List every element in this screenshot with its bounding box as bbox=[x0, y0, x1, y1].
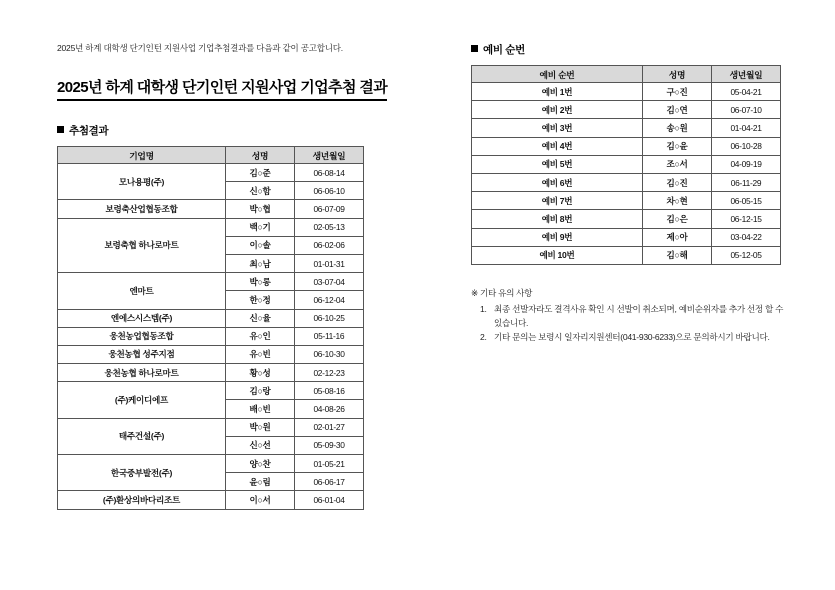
birthdate-cell: 03-07-04 bbox=[295, 273, 364, 291]
birthdate-cell: 04-08-26 bbox=[295, 400, 364, 418]
notes-section bbox=[471, 287, 791, 344]
birthdate-cell: 01-04-21 bbox=[712, 119, 781, 137]
birthdate-cell: 06-02-06 bbox=[295, 236, 364, 254]
table-row bbox=[472, 101, 781, 119]
person-name-cell: 박○롱 bbox=[226, 273, 295, 291]
birthdate-cell: 05-11-16 bbox=[295, 327, 364, 345]
table-row bbox=[58, 164, 364, 182]
results-table-body bbox=[58, 164, 364, 510]
birthdate-cell: 06-07-09 bbox=[295, 200, 364, 218]
birthdate-cell: 01-05-21 bbox=[295, 455, 364, 473]
reserve-order-cell: 예비 10번 bbox=[472, 246, 643, 264]
birthdate-cell: 04-09-19 bbox=[712, 155, 781, 173]
reserve-order-cell: 예비 3번 bbox=[472, 119, 643, 137]
person-name-cell: 김○해 bbox=[643, 246, 712, 264]
person-name-cell: 이○서 bbox=[226, 491, 295, 509]
table-row bbox=[472, 210, 781, 228]
column-header-company: 기업명 bbox=[58, 147, 226, 164]
person-name-cell: 한○정 bbox=[226, 291, 295, 309]
note-item bbox=[480, 303, 791, 330]
birthdate-cell: 02-05-13 bbox=[295, 218, 364, 236]
reserve-section-heading-label: 예비 순번 bbox=[483, 44, 525, 56]
table-header-row bbox=[472, 66, 781, 83]
person-name-cell: 구○진 bbox=[643, 83, 712, 101]
person-name-cell: 차○현 bbox=[643, 192, 712, 210]
left-column bbox=[57, 42, 388, 510]
notes-title: ※ 기타 유의 사항 bbox=[471, 287, 533, 298]
square-bullet-icon bbox=[57, 126, 64, 133]
reserve-order-cell: 예비 7번 bbox=[472, 192, 643, 210]
column-header-name: 성명 bbox=[643, 66, 712, 83]
birthdate-cell: 06-12-04 bbox=[295, 291, 364, 309]
birthdate-cell: 06-10-25 bbox=[295, 309, 364, 327]
person-name-cell: 김○연 bbox=[643, 101, 712, 119]
person-name-cell: 김○은 bbox=[643, 210, 712, 228]
reserve-table-body bbox=[472, 83, 781, 265]
company-name-cell: (주)케이디에프 bbox=[58, 382, 226, 418]
reserve-order-cell: 예비 5번 bbox=[472, 155, 643, 173]
table-row bbox=[58, 200, 364, 218]
birthdate-cell: 06-05-15 bbox=[712, 192, 781, 210]
birthdate-cell: 05-04-21 bbox=[712, 83, 781, 101]
table-row bbox=[58, 273, 364, 291]
birthdate-cell: 02-12-23 bbox=[295, 364, 364, 382]
company-name-cell: 보령축산업협동조합 bbox=[58, 200, 226, 218]
table-row bbox=[58, 327, 364, 345]
company-name-cell: 웅천농협 성주지점 bbox=[58, 345, 226, 363]
person-name-cell: 송○원 bbox=[643, 119, 712, 137]
table-row bbox=[472, 137, 781, 155]
column-header-name: 성명 bbox=[226, 147, 295, 164]
reserve-order-cell: 예비 1번 bbox=[472, 83, 643, 101]
birthdate-cell: 03-04-22 bbox=[712, 228, 781, 246]
person-name-cell: 유○빈 bbox=[226, 345, 295, 363]
right-column bbox=[471, 42, 791, 345]
table-row bbox=[472, 83, 781, 101]
birthdate-cell: 05-12-05 bbox=[712, 246, 781, 264]
table-row bbox=[58, 418, 364, 436]
company-name-cell: 엔에스시스템(주) bbox=[58, 309, 226, 327]
reserve-order-cell: 예비 2번 bbox=[472, 101, 643, 119]
reserve-order-cell: 예비 4번 bbox=[472, 137, 643, 155]
company-name-cell: 엔마트 bbox=[58, 273, 226, 309]
column-header-order: 예비 순번 bbox=[472, 66, 643, 83]
table-header-row bbox=[58, 147, 364, 164]
person-name-cell: 김○준 bbox=[226, 164, 295, 182]
table-row bbox=[58, 309, 364, 327]
company-name-cell: 한국중부발전(주) bbox=[58, 455, 226, 491]
person-name-cell: 황○성 bbox=[226, 364, 295, 382]
birthdate-cell: 06-07-10 bbox=[712, 101, 781, 119]
company-name-cell: 보령축협 하나로마트 bbox=[58, 218, 226, 273]
birthdate-cell: 01-01-31 bbox=[295, 254, 364, 272]
person-name-cell: 김○윤 bbox=[643, 137, 712, 155]
birthdate-cell: 06-10-30 bbox=[295, 345, 364, 363]
note-text: 기타 문의는 보령시 일자리지원센터(041-930-6233)으로 문의하시기 바랍니다. bbox=[494, 331, 770, 342]
table-row bbox=[472, 228, 781, 246]
person-name-cell: 김○진 bbox=[643, 173, 712, 191]
birthdate-cell: 05-08-16 bbox=[295, 382, 364, 400]
birthdate-cell: 06-10-28 bbox=[712, 137, 781, 155]
notes-list bbox=[471, 303, 791, 344]
page-title: 2025년 하계 대학생 단기인턴 지원사업 기업추첨 결과 bbox=[57, 76, 387, 101]
birthdate-cell: 06-06-10 bbox=[295, 182, 364, 200]
square-bullet-icon bbox=[471, 45, 478, 52]
note-number: 1. bbox=[480, 304, 487, 315]
table-row bbox=[472, 155, 781, 173]
company-name-cell: 웅천농업협동조합 bbox=[58, 327, 226, 345]
person-name-cell: 배○빈 bbox=[226, 400, 295, 418]
results-section-heading-label: 추첨결과 bbox=[69, 125, 109, 137]
person-name-cell: 신○선 bbox=[226, 436, 295, 454]
table-row bbox=[472, 173, 781, 191]
note-item bbox=[480, 331, 791, 344]
birthdate-cell: 06-08-14 bbox=[295, 164, 364, 182]
note-number: 2. bbox=[480, 331, 487, 342]
company-name-cell: 태주건설(주) bbox=[58, 418, 226, 454]
table-row bbox=[58, 345, 364, 363]
birthdate-cell: 06-12-15 bbox=[712, 210, 781, 228]
table-row bbox=[472, 192, 781, 210]
reserve-order-cell: 예비 8번 bbox=[472, 210, 643, 228]
column-header-birth: 생년월일 bbox=[295, 147, 364, 164]
birthdate-cell: 06-01-04 bbox=[295, 491, 364, 509]
note-text: 최종 선발자라도 결격사유 확인 시 선발이 취소되며, 예비순위자를 추가 선정 할 수 있습니다. bbox=[494, 304, 784, 328]
table-row bbox=[58, 364, 364, 382]
person-name-cell: 유○인 bbox=[226, 327, 295, 345]
birthdate-cell: 05-09-30 bbox=[295, 436, 364, 454]
person-name-cell: 박○원 bbox=[226, 418, 295, 436]
person-name-cell: 신○함 bbox=[226, 182, 295, 200]
table-row bbox=[58, 382, 364, 400]
person-name-cell: 김○랑 bbox=[226, 382, 295, 400]
person-name-cell: 조○서 bbox=[643, 155, 712, 173]
table-row bbox=[472, 119, 781, 137]
notice-line: 2025년 하계 대학생 단기인턴 지원사업 기업추첨결과를 다음과 같이 공고합니다. bbox=[57, 43, 343, 53]
company-name-cell: 웅천농협 하나로마트 bbox=[58, 364, 226, 382]
reserve-order-cell: 예비 6번 bbox=[472, 173, 643, 191]
person-name-cell: 이○솔 bbox=[226, 236, 295, 254]
person-name-cell: 제○아 bbox=[643, 228, 712, 246]
birthdate-cell: 06-06-17 bbox=[295, 473, 364, 491]
birthdate-cell: 02-01-27 bbox=[295, 418, 364, 436]
column-header-birth: 생년월일 bbox=[712, 66, 781, 83]
person-name-cell: 박○협 bbox=[226, 200, 295, 218]
person-name-cell: 최○남 bbox=[226, 254, 295, 272]
person-name-cell: 윤○림 bbox=[226, 473, 295, 491]
person-name-cell: 양○찬 bbox=[226, 455, 295, 473]
birthdate-cell: 06-11-29 bbox=[712, 173, 781, 191]
reserve-order-cell: 예비 9번 bbox=[472, 228, 643, 246]
person-name-cell: 신○율 bbox=[226, 309, 295, 327]
table-row bbox=[58, 218, 364, 236]
company-name-cell: 모나용평(주) bbox=[58, 164, 226, 200]
company-name-cell: (주)환상의바다리조트 bbox=[58, 491, 226, 509]
table-row bbox=[58, 491, 364, 509]
reserve-table bbox=[471, 65, 781, 265]
results-section-heading bbox=[57, 123, 367, 138]
results-table bbox=[57, 146, 364, 510]
person-name-cell: 백○기 bbox=[226, 218, 295, 236]
table-row bbox=[58, 455, 364, 473]
table-row bbox=[472, 246, 781, 264]
reserve-section-heading bbox=[471, 42, 791, 57]
